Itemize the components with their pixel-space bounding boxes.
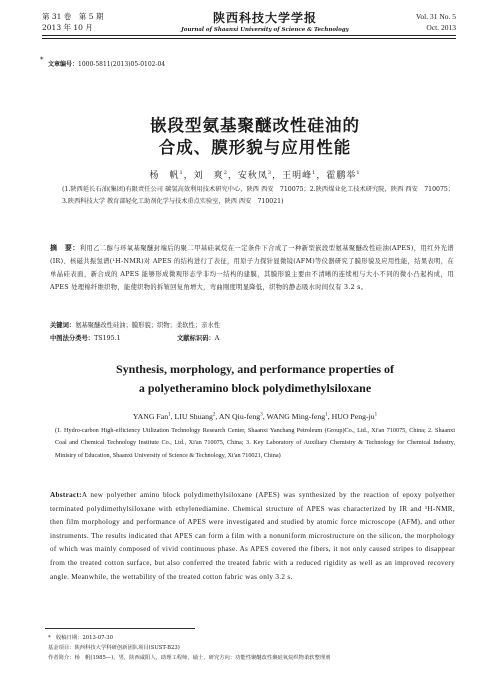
en-abstract-text: A new polyether amino block polydimethylsiloxane (APES) was synthesized by the reaction of epoxy polyether terminated polydimethylsiloxane with ethylenediamine. Chemical structure of APES was characterized by IR and ¹H-NMR, then film morphology and performance of APES were investigated and studied by atomic force microscope (AFM), and other instruments. The results indicated that APES can form a film with a nonuniform microstructure on the silicon, the morphology of which was mainly composed of vivid continuous phase. As APES covered the fibers, it not only caused stripes to disappear from the treated cotton surface, but also conferred the treated fabric with a reduced rigidity as well as an improved recovery angle. Meanwhile, the wettability of the treated cotton fabric was only 3.2 s. [50,491,455,581]
cn-keywords-label: 关键词： [50,322,76,329]
cn-author-separator: ， [183,171,194,181]
article-number-label: 文章编号： [48,61,79,68]
cn-abstract [50,241,454,294]
article-star-mark: * [40,56,44,64]
cn-document-code [177,333,219,345]
en-affiliations: (1. Hydro-carbon High-efficiency Utilization Technology Research Center, Shaanxi Yanchang Petroleum (Group)Co., Ltd., Xi'an 710075, China; 2. Shaanxi Coal and Chemical Technology Institute Co., Ltd., Xi'an 710075, China; 3. Key Laboratory of Auxiliary Chemistry & Technology for Chemical Industry, Ministry of Education, Shaanxi University of Science & Technology, Xi'an 710021, China) [55,427,455,459]
volume-issue: 第 31 卷 第 5 期 [42,12,104,21]
cn-author: 王明峰 [282,171,313,181]
en-author-separator: , [170,412,175,421]
cn-author-affil-ref: 1 [356,170,361,176]
en-abstract-label: Abstract: [50,491,82,499]
cn-author: 杨 帆 [149,171,180,181]
en-author-affil-ref: 2 [212,412,216,418]
en-title-line-1: Synthesis, morphology, and performance properties of [115,362,395,376]
en-author-separator: , [327,412,332,421]
cn-author-separator: ， [272,171,283,181]
cn-class-value: TS195.1 [94,335,121,342]
article-number [48,59,165,68]
issue-date: 2013 年 10 月 [42,23,93,32]
cn-author: 霍鹏举 [326,171,357,181]
header-rule-thin [42,38,456,39]
cn-abstract-text: 利用乙二醇与环氧基聚醚封端后的聚二甲基硅氧烷在一定条件下合成了一种新型嵌段型氨基聚醚改性硅油(APES)，用红外光谱(IR)、核磁共振氢谱(¹H-NMR)对 APES 的结构进行了表征，用原子力探针显微镜(AFM)等仪器研究了膜形貌及应用性能，结果表明，在单晶硅表面，新合成的 APES 能够形成微观形态学非均一结构的建膜，其膜形貌主要由不清晰的连续相与大小不同的微小凸起构成，用 APES 处理棉纤维织物，能使织物的拆皱回复角增大，弯曲刚度明显降低，织物的静态吸水时间仅有 3.2 s。 [50,245,454,291]
footnote-author-bio: 作者简介：杨 帆(1985—)，男，陕西咸阳人，助理工程师，硕士，研究方向：功能性聚醚改性聚硅氧烷织物柔软整理剂 [48,655,331,661]
en-author-affil-ref: 1 [374,412,378,418]
en-author-affil-ref: 1 [325,412,328,418]
volume-issue-en: Vol. 31 No. 5 [415,12,456,21]
cn-keywords-text: 氨基聚醚改性硅油；膜形貌；织物；柔软性；亲水性 [75,322,221,329]
en-title-line-2: a polyetheramino block polydimethylsiloxane [138,381,372,395]
en-author: YANG Fan [132,412,169,421]
cn-doc-label: 文献标识码： [177,335,215,342]
footnote-rule [45,628,195,629]
journal-volume-info-en [380,11,456,33]
cn-class-label: 中图法分类号： [50,335,95,342]
cn-author-affil-ref: 3 [267,170,273,176]
en-abstract [50,489,455,584]
cn-author: 刘 爽 [193,171,224,181]
footnote-received-date: * 收稿日期：2013-07-30 [48,635,113,641]
cn-classification [50,333,454,345]
cn-affiliations: (1.陕西延长石油(集团)有限责任公司 碳氢高效利用技术研究中心，陕西 西安 710075；2.陕西煤业化工技术研究院，陕西 西安 710075；3.陕西科技大学 教育部轻化工助剂化学与技术重点实验室，陕西 西安 710021) [62,186,454,205]
footnotes [48,633,453,663]
cn-author-affil-ref: 1 [312,170,317,176]
cn-title-line-2: 合成、膜形貌与应用性能 [158,138,352,157]
cn-author-separator: ， [227,171,238,181]
en-author-separator: , [262,412,267,421]
en-author: WANG Ming-feng [266,412,326,421]
issue-date-en: Oct. 2013 [426,23,456,32]
journal-name-cn: 陕西科技大学学报 [212,11,317,25]
journal-masthead [175,9,355,33]
en-authors [60,412,450,421]
journal-volume-info [42,11,103,33]
en-author: HUO Peng-ju [331,412,375,421]
en-author-affil-ref: 3 [260,412,263,418]
en-author: LIU Shuang [174,412,213,421]
cn-title-line-1: 嵌段型氨基聚醚改性硅油的 [150,116,360,135]
article-number-value: 1000-5811(2013)05-0102-04 [78,61,166,68]
cn-abstract-label: 摘 要： [50,243,80,252]
journal-name-en: Journal of Shaanxi University of Science & Technology [181,27,349,33]
en-author-separator: , [215,412,219,421]
en-author-affil-ref: 1 [168,412,171,418]
footnote-funding: 基金项目：陕西科技大学科研创新团队项目(SUST-B23) [48,645,180,651]
cn-author-affil-ref: 2 [223,170,228,176]
cn-keywords [50,320,454,332]
cn-author: 安秋凤 [237,171,268,181]
header-rule-thick [42,35,456,36]
cn-author-affil-ref: 1 [179,170,184,176]
en-author: AN Qiu-feng [218,412,261,421]
cn-authors [70,168,440,181]
cn-author-separator: ， [316,171,327,181]
cn-doc-value: A [214,335,220,342]
